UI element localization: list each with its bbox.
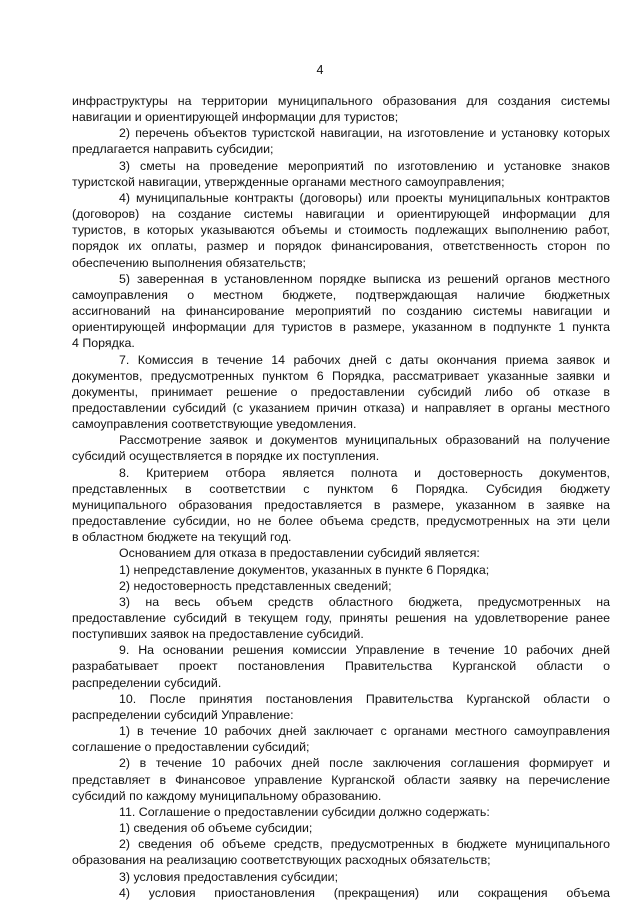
text-line: предоставлении субсидий (с указанием причин отказа) и направляет в органы местного (72, 400, 610, 415)
text-line: туристов, в которых указываются объемы и стоимость подлежащих выполнению работ, (72, 223, 610, 238)
text-line: ориентирующей информации для туристов в размере, указанном в подпункте 1 пункта (72, 320, 610, 335)
text-line: 7. Комиссия в течение 14 рабочих дней с даты окончания приема заявок и (119, 352, 610, 367)
text-line: поступивших заявок на предоставление субсидий. (72, 627, 364, 642)
text-line: предлагается направить субсидии; (72, 142, 274, 157)
text-line: 9. На основании решения комиссии Управление в течение 10 рабочих дней (119, 643, 610, 658)
text-line: распределении субсидий Управление: (72, 707, 294, 722)
text-line: субсидий осуществляется в порядке их поступления. (72, 449, 380, 464)
text-line: представляет в Финансовое управление Курганской области заявку на перечисление (72, 772, 610, 787)
text-line: Основанием для отказа в предоставлении субсидий является: (119, 546, 480, 561)
text-line: 3) условия предоставления субсидии; (119, 869, 339, 884)
text-line: 3) на весь объем средств областного бюджета, предусмотренных на (119, 594, 610, 609)
text-line: представленных в соответствии с пунктом 6 Порядка. Субсидия бюджету (72, 481, 610, 496)
text-line: 4) условия приостановления (прекращения) или сокращения объема (119, 885, 610, 900)
text-line: самоуправления соответствующие уведомления. (72, 417, 357, 432)
text-line: 3) сметы на проведение мероприятий по изготовлению и установке знаков (119, 158, 610, 173)
text-line: соглашение о предоставлении субсидий; (72, 740, 310, 755)
text-line: распределении субсидий. (72, 675, 222, 690)
text-line: 4 Порядка. (72, 336, 135, 351)
text-line: документов, предусмотренных пунктом 6 Порядка, рассматривает указанные заявки и (72, 368, 610, 383)
text-line: 2) в течение 10 рабочих дней после заключения соглашения формирует и (119, 756, 610, 771)
text-line: 10. После принятия постановления Правительства Курганской области о (119, 691, 610, 706)
text-line: муниципального образования предоставляется в размере, указанном в заявке на (72, 497, 610, 512)
text-line: обеспечению выполнения обязательств; (72, 255, 306, 270)
text-line: навигации и ориентирующей информации для туристов; (72, 110, 399, 125)
text-line: 11. Соглашение о предоставлении субсидии должно содержать: (119, 804, 490, 819)
text-line: субсидий по каждому муниципальному образованию. (72, 788, 382, 803)
text-line: самоуправления о местном бюджете, подтверждающая наличие бюджетных (72, 287, 610, 302)
text-line: 2) перечень объектов туристской навигации, на изготовление и установку которых (119, 126, 610, 141)
text-line: Рассмотрение заявок и документов муниципальных образований на получение (119, 433, 610, 448)
text-line: порядок их оплаты, размер и порядок финансирования, ответственность сторон по (72, 239, 610, 254)
text-line: инфраструктуры на территории муниципального образования для создания системы (72, 94, 610, 108)
text-line: (договоров) на создание системы навигации и ориентирующей информации для (72, 207, 610, 222)
text-line: образования на реализацию соответствующих расходных обязательств; (72, 853, 491, 868)
text-line: предоставление субсидий в текущем году, приняты решения на удовлетворение ранее (72, 611, 610, 625)
text-line: 5) заверенная в установленном порядке выписка из решений органов местного (119, 271, 610, 286)
text-line: документы, принимает решение о предоставлении субсидий либо об отказе в (72, 384, 610, 399)
text-line: туристской навигации, утвержденные органами местного самоуправления; (72, 174, 505, 189)
text-line: 8. Критерием отбора является полнота и достоверность документов, (119, 465, 610, 480)
text-line: 1) сведения об объеме субсидии; (119, 821, 313, 836)
page-number: 4 (316, 63, 324, 77)
text-line: 1) непредставление документов, указанных в пункте 6 Порядка; (119, 562, 490, 577)
text-line: разрабатывает проект постановления Правительства Курганской области о (72, 659, 610, 674)
text-line: 4) муниципальные контракты (договоры) или проекты муниципальных контрактов (119, 190, 610, 205)
document-body (72, 93, 610, 901)
text-line: 2) сведения об объеме средств, предусмотренных в бюджете муниципального (119, 837, 610, 852)
text-line: ассигнований на финансирование мероприятий по созданию системы навигации и (72, 304, 610, 319)
text-line: предоставление субсидии, но не более объема средств, предусмотренных на эти цели (72, 514, 610, 529)
text-line: 1) в течение 10 рабочих дней заключает с органами местного самоуправления (119, 724, 610, 739)
text-line: 2) недостоверность представленных сведений; (119, 578, 392, 593)
text-line: в областном бюджете на текущий год. (72, 530, 292, 545)
